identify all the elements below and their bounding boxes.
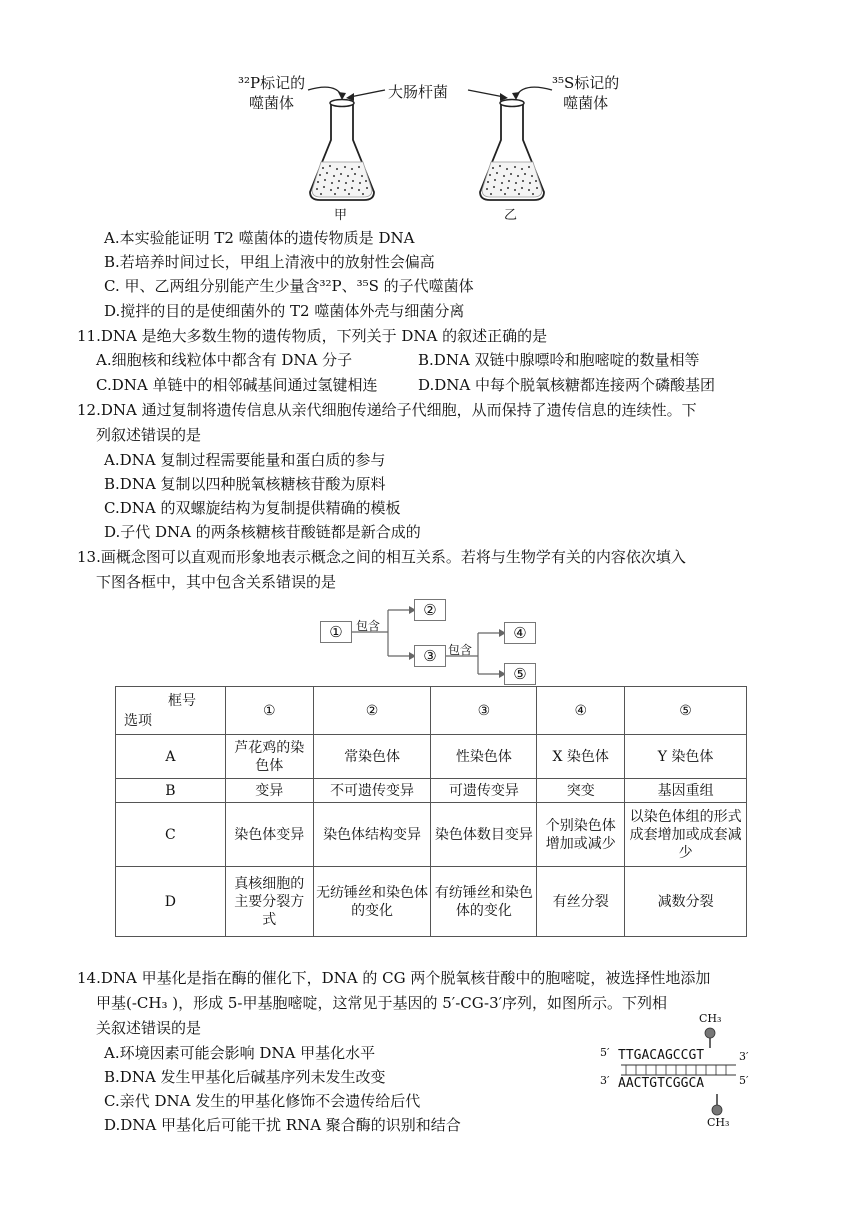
q11-stem: 11.DNA 是绝大多数生物的遗传物质，下列关于 DNA 的叙述正确的是 [77,327,548,345]
concept-box-3: ③ [414,645,446,667]
table-cell: 不可遗传变异 [313,779,431,803]
header-cell: ③ [431,687,537,735]
concept-box-1: ① [320,621,352,643]
concept-box-5: ⑤ [504,663,536,685]
table-cell: 基因重组 [625,779,747,803]
table-row [116,803,747,867]
contains-label-1: 包含 [356,619,381,633]
concept-map [318,596,548,688]
table-header-row [116,687,747,735]
q12-stem-line2: 列叙述错误的是 [96,426,202,444]
table-cell: 变异 [225,779,313,803]
table-cell: 芦花鸡的染色体 [225,735,313,779]
table-corner-cell [116,687,226,735]
table-cell: X 染色体 [537,735,625,779]
corner-bottom-label: 选项 [124,712,152,729]
corner-top-label: 框号 [168,692,196,709]
strand-bottom-sequence: AACTGTCGGCA [618,1076,705,1091]
table-cell: 可遗传变异 [431,779,537,803]
q12-option-b: B.DNA 复制以四种脱氧核糖核苷酸为原料 [104,475,386,493]
table-cell: 性染色体 [431,735,537,779]
table-cell: 染色体变异 [225,803,313,867]
p32-label-line1: ³²P标记的 [238,74,306,92]
strand-bottom-3prime: 3′ [600,1074,610,1087]
q14-stem-line3: 关叙述错误的是 [96,1019,202,1037]
concept-box-2: ② [414,599,446,621]
flask-left-label: 甲 [334,208,348,223]
ch3-top-label: CH₃ [699,1012,722,1025]
ch3-bottom-label: CH₃ [707,1116,730,1129]
q10-option-b: B.若培养时间过长，甲组上清液中的放射性会偏高 [104,253,435,271]
s35-label-line2: 噬菌体 [563,94,609,112]
q11-option-b: B.DNA 双链中腺嘌呤和胞嘧啶的数量相等 [418,351,700,369]
table-cell: 个别染色体增加或减少 [537,803,625,867]
table-cell: 常染色体 [313,735,431,779]
header-cell: ② [313,687,431,735]
header-cell: ⑤ [625,687,747,735]
ecoli-label: 大肠杆菌 [388,83,449,101]
row-label: C [116,803,226,867]
q14-option-c: C.亲代 DNA 发生的甲基化修饰不会遗传给后代 [104,1092,421,1110]
header-cell: ① [225,687,313,735]
row-label: A [116,735,226,779]
table-row [116,779,747,803]
q14-stem-line1: 14.DNA 甲基化是指在酶的催化下，DNA 的 CG 两个脱氧核苷酸中的胞嘧啶，被选择性地添加 [77,969,711,987]
table-row [116,867,747,937]
q12-option-a: A.DNA 复制过程需要能量和蛋白质的参与 [104,451,386,469]
s35-label-line1: ³⁵S标记的 [552,74,620,92]
q12-option-d: D.子代 DNA 的两条核糖核苷酸链都是新合成的 [104,523,421,541]
strand-top-sequence: TTGACAGCCGT [618,1048,705,1063]
table-cell: 以染色体组的形式成套增加或成套减少 [625,803,747,867]
strand-top-3prime: 3′ [739,1050,749,1063]
contains-label-2: 包含 [448,643,473,657]
q14-option-b: B.DNA 发生甲基化后碱基序列未发生改变 [104,1068,386,1086]
table-cell: 染色体数目变异 [431,803,537,867]
table-cell: 减数分裂 [625,867,747,937]
concept-box-4: ④ [504,622,536,644]
q11-option-c: C.DNA 单链中的相邻碱基间通过氢键相连 [96,376,378,394]
table-cell: 有丝分裂 [537,867,625,937]
q14-option-a: A.环境因素可能会影响 DNA 甲基化水平 [104,1044,376,1062]
q14-option-d: D.DNA 甲基化后可能干扰 RNA 聚合酶的识别和结合 [104,1116,461,1134]
table-cell: Y 染色体 [625,735,747,779]
q10-option-d: D.搅拌的目的是使细菌外的 T2 噬菌体外壳与细菌分离 [104,302,465,320]
q11-option-d: D.DNA 中每个脱氧核糖都连接两个磷酸基团 [418,376,716,394]
table-cell: 染色体结构变异 [313,803,431,867]
header-cell: ④ [537,687,625,735]
q13-table [115,686,747,937]
table-row [116,735,747,779]
q10-option-a: A.本实验能证明 T2 噬菌体的遗传物质是 DNA [104,229,415,247]
flask-diagram [290,70,590,205]
flask-right [480,100,544,201]
table-cell: 真核细胞的主要分裂方式 [225,867,313,937]
q14-stem-line2: 甲基(-CH₃ )，形成 5-甲基胞嘧啶，这常见于基因的 5′-CG-3′序列，如图所示。下列相 [96,994,668,1012]
dna-methylation-figure [596,1012,766,1152]
p32-label-line2: 噬菌体 [249,94,295,112]
q12-option-c: C.DNA 的双螺旋结构为复制提供精确的模板 [104,499,401,517]
flask-right-label: 乙 [504,208,518,223]
table-cell: 有纺锤丝和染色体的变化 [431,867,537,937]
q13-stem-line1: 13.画概念图可以直观而形象地表示概念之间的相互关系。若将与生物学有关的内容依次填入 [77,548,686,566]
q12-stem-line1: 12.DNA 通过复制将遗传信息从亲代细胞传递给子代细胞，从而保持了遗传信息的连续性。下 [77,401,697,419]
strand-top-5prime: 5′ [600,1046,610,1059]
row-label: D [116,867,226,937]
table-cell: 无纺锤丝和染色体的变化 [313,867,431,937]
q13-stem-line2: 下图各框中，其中包含关系错误的是 [96,573,337,591]
q10-option-c: C. 甲、乙两组分别能产生少量含³²P、³⁵S 的子代噬菌体 [104,277,474,295]
flask-left [310,100,374,201]
strand-bottom-5prime: 5′ [739,1074,749,1087]
row-label: B [116,779,226,803]
table-cell: 突变 [537,779,625,803]
q11-option-a: A.细胞核和线粒体中都含有 DNA 分子 [96,351,353,369]
